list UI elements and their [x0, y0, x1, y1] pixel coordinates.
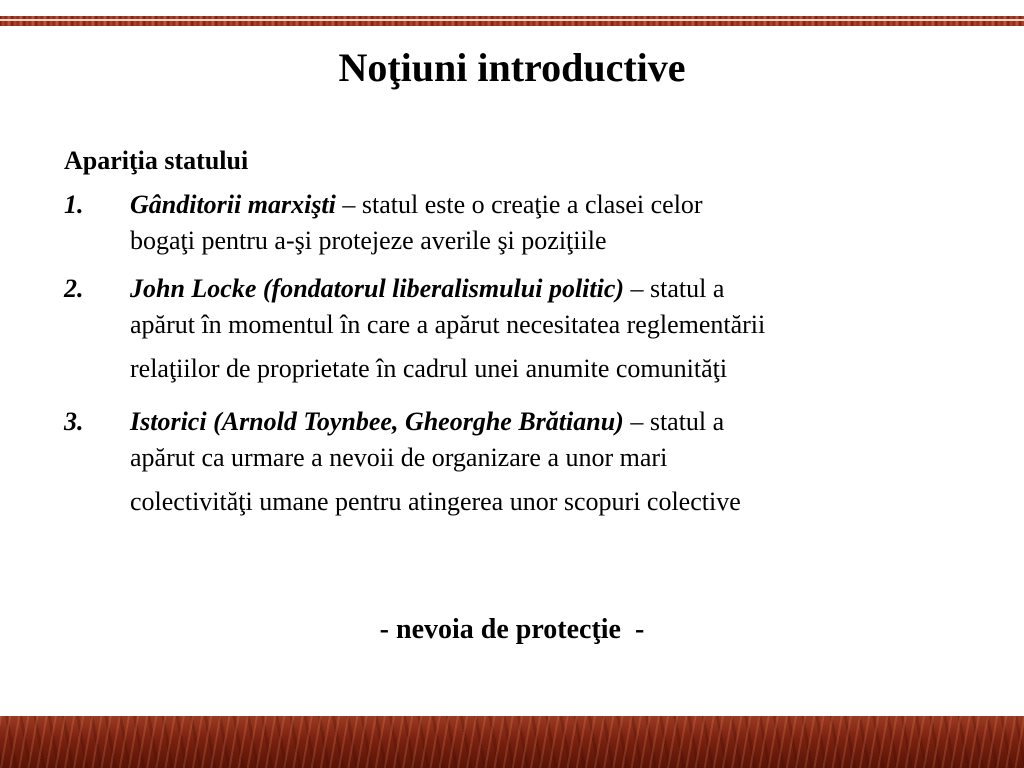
- list-item: [64, 404, 974, 528]
- list-item-text: – statul a: [623, 407, 725, 436]
- list-item-lead: Gânditorii marxişti: [130, 190, 336, 219]
- list-item-lead: Istorici (Arnold Toynbee, Gheorghe Brătianu): [130, 407, 624, 436]
- list-item-text: – statul a: [624, 274, 725, 303]
- top-decorative-band: [0, 16, 1024, 26]
- list-item-line: relaţiilor de proprietate în cadrul unei anumite comunităţi: [130, 354, 728, 383]
- list-item-line: colectivităţi umane pentru atingerea unor scopuri colective: [130, 487, 741, 516]
- list-item: [64, 271, 974, 395]
- list-item-line: [130, 271, 974, 307]
- section-subheading: Apariţia statului: [64, 146, 249, 175]
- bottom-decorative-band: [0, 716, 1024, 768]
- list-item-line: [130, 404, 974, 440]
- slide-title: Noţiuni introductive: [338, 45, 686, 90]
- list-item-text: – statul este o creaţie a clasei celor: [335, 190, 703, 219]
- conclusion-text: - nevoia de protecţie -: [379, 614, 645, 645]
- list-item-line: apărut ca urmare a nevoii de organizare a unor mari: [130, 443, 668, 472]
- list-item-number: 2.: [64, 274, 84, 303]
- list-item-lead: John Locke (fondatorul liberalismului politic): [130, 274, 625, 303]
- list-item-number: 1.: [64, 190, 84, 219]
- list-item-number: 3.: [64, 407, 84, 436]
- slide-content: [64, 144, 974, 528]
- list-item-line: [130, 187, 974, 223]
- list-item-line: apărut în momentul în care a apărut necesitatea reglementării: [130, 310, 766, 339]
- list-item-line: bogaţi pentru a-şi protejeze averile şi poziţiile: [130, 226, 607, 255]
- list-item: [64, 187, 974, 259]
